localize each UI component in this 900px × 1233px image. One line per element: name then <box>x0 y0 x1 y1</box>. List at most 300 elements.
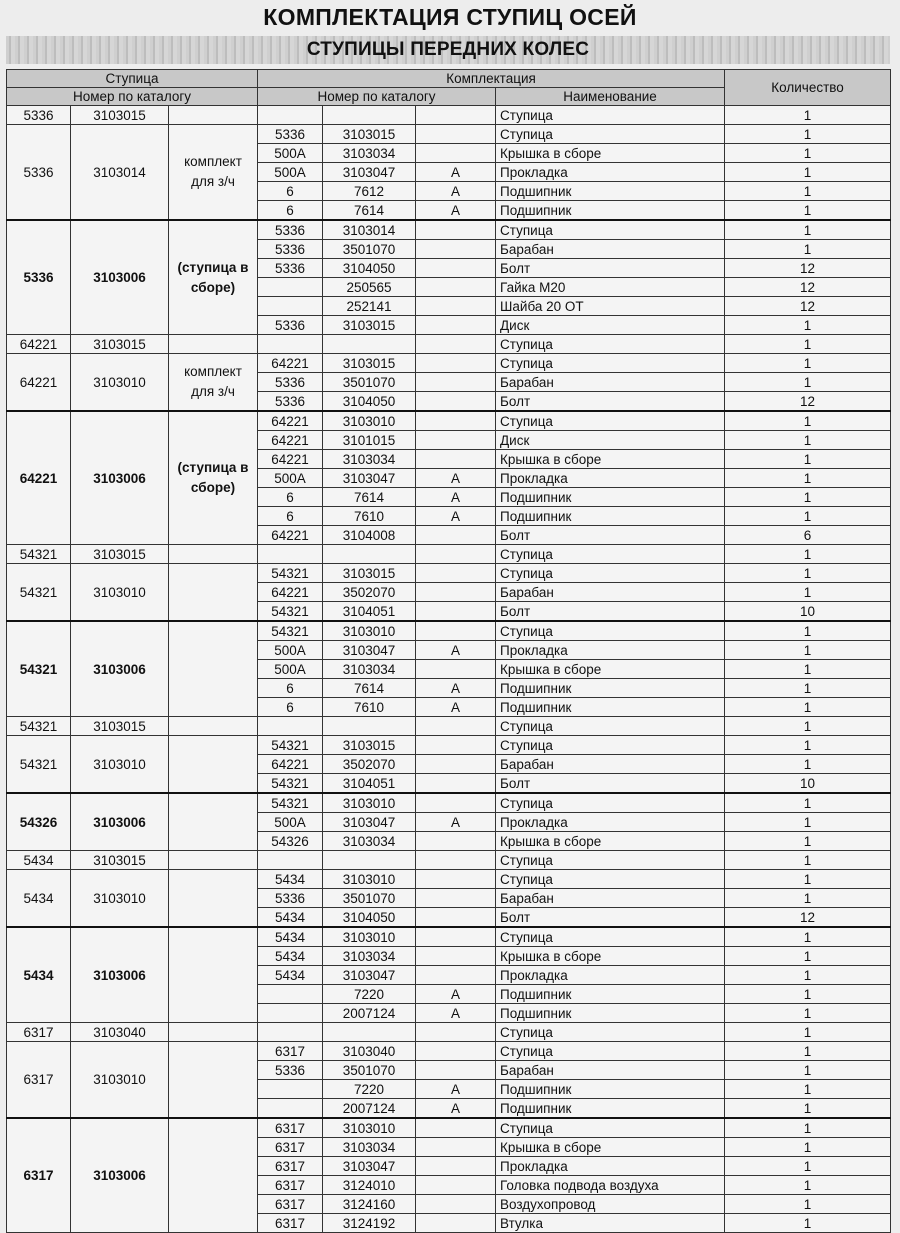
part-model <box>258 106 323 125</box>
header-name: Наименование <box>496 88 725 106</box>
part-number: 3103047 <box>323 163 416 182</box>
part-qty: 1 <box>725 1214 891 1233</box>
table-row <box>7 870 891 889</box>
hub-model: 5434 <box>7 870 71 928</box>
part-number: 3104051 <box>323 774 416 794</box>
part-model: 54321 <box>258 564 323 583</box>
hub-note <box>169 793 258 851</box>
part-suffix <box>416 144 496 163</box>
part-name: Прокладка <box>496 641 725 660</box>
part-name: Барабан <box>496 889 725 908</box>
hub-model: 6317 <box>7 1042 71 1119</box>
part-model: 5336 <box>258 392 323 412</box>
hub-model: 5336 <box>7 125 71 221</box>
part-qty: 1 <box>725 966 891 985</box>
part-model: 5434 <box>258 927 323 947</box>
part-qty: 1 <box>725 621 891 641</box>
part-number: 250565 <box>323 278 416 297</box>
part-number: 3103010 <box>323 411 416 431</box>
part-model: 5336 <box>258 220 323 240</box>
part-name: Болт <box>496 602 725 622</box>
part-suffix <box>416 908 496 928</box>
part-suffix <box>416 431 496 450</box>
part-name: Диск <box>496 431 725 450</box>
part-qty: 1 <box>725 431 891 450</box>
part-model: 64221 <box>258 354 323 373</box>
table-row <box>7 621 891 641</box>
part-qty: 1 <box>725 1195 891 1214</box>
part-number <box>323 335 416 354</box>
part-suffix <box>416 660 496 679</box>
hub-kit-table <box>6 69 891 1233</box>
part-name: Втулка <box>496 1214 725 1233</box>
part-number: 3103047 <box>323 469 416 488</box>
part-qty: 1 <box>725 335 891 354</box>
part-qty: 1 <box>725 698 891 717</box>
part-model: 6317 <box>258 1176 323 1195</box>
part-suffix <box>416 125 496 144</box>
part-model: 5434 <box>258 966 323 985</box>
part-name: Ступица <box>496 736 725 755</box>
part-qty: 1 <box>725 106 891 125</box>
part-name: Ступица <box>496 564 725 583</box>
hub-catalog-number: 3103006 <box>71 1118 169 1233</box>
part-suffix <box>416 106 496 125</box>
part-name: Болт <box>496 392 725 412</box>
hub-catalog-number: 3103015 <box>71 335 169 354</box>
table-row <box>7 1023 891 1042</box>
part-name: Прокладка <box>496 469 725 488</box>
part-qty: 1 <box>725 851 891 870</box>
part-name: Ступица <box>496 851 725 870</box>
part-qty: 6 <box>725 526 891 545</box>
part-model: 500А <box>258 163 323 182</box>
part-name: Ступица <box>496 1042 725 1061</box>
hub-note: (ступица в сборе) <box>169 220 258 335</box>
part-suffix: А <box>416 163 496 182</box>
part-name: Подшипник <box>496 488 725 507</box>
part-model: 6317 <box>258 1214 323 1233</box>
part-qty: 1 <box>725 755 891 774</box>
part-suffix: А <box>416 813 496 832</box>
part-number: 3104008 <box>323 526 416 545</box>
part-name: Шайба 20 ОТ <box>496 297 725 316</box>
part-model: 6317 <box>258 1042 323 1061</box>
hub-note <box>169 870 258 928</box>
table-row <box>7 793 891 813</box>
part-suffix <box>416 392 496 412</box>
page-subtitle: СТУПИЦЫ ПЕРЕДНИХ КОЛЕС <box>306 39 590 60</box>
table-row <box>7 851 891 870</box>
hub-catalog-number: 3103010 <box>71 736 169 794</box>
part-model: 54321 <box>258 793 323 813</box>
part-model: 64221 <box>258 755 323 774</box>
part-qty: 1 <box>725 1099 891 1119</box>
part-suffix <box>416 1214 496 1233</box>
part-suffix: А <box>416 1080 496 1099</box>
part-name: Барабан <box>496 373 725 392</box>
part-qty: 1 <box>725 144 891 163</box>
part-qty: 1 <box>725 220 891 240</box>
table-row <box>7 220 891 240</box>
header-hub: Ступица <box>7 70 258 88</box>
table-row <box>7 927 891 947</box>
hub-model: 54321 <box>7 717 71 736</box>
part-model <box>258 1023 323 1042</box>
part-name: Ступица <box>496 927 725 947</box>
hub-note <box>169 545 258 564</box>
part-number <box>323 545 416 564</box>
part-qty: 1 <box>725 1004 891 1023</box>
part-number: 3103010 <box>323 927 416 947</box>
part-number: 3104050 <box>323 259 416 278</box>
table-row <box>7 125 891 144</box>
hub-catalog-number: 3103015 <box>71 851 169 870</box>
part-model: 6 <box>258 201 323 221</box>
part-model: 5336 <box>258 125 323 144</box>
hub-note: комплект для з/ч <box>169 354 258 412</box>
table-row <box>7 564 891 583</box>
part-qty: 1 <box>725 583 891 602</box>
part-name: Барабан <box>496 583 725 602</box>
part-qty: 1 <box>725 373 891 392</box>
hub-catalog-number: 3103006 <box>71 621 169 717</box>
table-row <box>7 717 891 736</box>
part-model: 6317 <box>258 1118 323 1138</box>
part-number: 3103047 <box>323 641 416 660</box>
part-name: Ступица <box>496 335 725 354</box>
part-model: 54321 <box>258 774 323 794</box>
part-suffix <box>416 1138 496 1157</box>
part-suffix <box>416 1042 496 1061</box>
part-model <box>258 1080 323 1099</box>
part-model: 500А <box>258 641 323 660</box>
part-model: 64221 <box>258 431 323 450</box>
part-suffix <box>416 927 496 947</box>
hub-model: 6317 <box>7 1118 71 1233</box>
part-name: Ступица <box>496 793 725 813</box>
part-qty: 1 <box>725 488 891 507</box>
hub-note <box>169 106 258 125</box>
hub-note <box>169 1042 258 1119</box>
hub-note <box>169 564 258 622</box>
part-name: Крышка в сборе <box>496 144 725 163</box>
part-qty: 1 <box>725 1157 891 1176</box>
part-name: Ступица <box>496 106 725 125</box>
part-number: 3103015 <box>323 736 416 755</box>
hub-model: 64221 <box>7 335 71 354</box>
part-suffix <box>416 1176 496 1195</box>
part-number: 7612 <box>323 182 416 201</box>
table-row <box>7 545 891 564</box>
part-model <box>258 851 323 870</box>
part-model <box>258 717 323 736</box>
part-number: 3501070 <box>323 240 416 259</box>
part-suffix <box>416 602 496 622</box>
part-number: 3103015 <box>323 564 416 583</box>
part-qty: 1 <box>725 354 891 373</box>
hub-catalog-number: 3103010 <box>71 564 169 622</box>
hub-model: 64221 <box>7 411 71 545</box>
part-name: Подшипник <box>496 698 725 717</box>
hub-catalog-number: 3103006 <box>71 793 169 851</box>
part-number: 3103015 <box>323 316 416 335</box>
part-suffix: А <box>416 641 496 660</box>
part-qty: 1 <box>725 1042 891 1061</box>
hub-note: комплект для з/ч <box>169 125 258 221</box>
part-model <box>258 985 323 1004</box>
hub-model: 5336 <box>7 220 71 335</box>
hub-model: 5336 <box>7 106 71 125</box>
part-name: Ступица <box>496 1023 725 1042</box>
part-qty: 12 <box>725 297 891 316</box>
hub-note <box>169 927 258 1023</box>
part-model: 5336 <box>258 373 323 392</box>
part-model: 5336 <box>258 316 323 335</box>
hub-model: 6317 <box>7 1023 71 1042</box>
part-suffix <box>416 1157 496 1176</box>
part-number: 2007124 <box>323 1004 416 1023</box>
part-qty: 1 <box>725 870 891 889</box>
subtitle-band <box>6 36 890 64</box>
part-number: 3103010 <box>323 621 416 641</box>
part-model: 500А <box>258 660 323 679</box>
part-number: 3124192 <box>323 1214 416 1233</box>
part-suffix: А <box>416 985 496 1004</box>
table-row <box>7 1118 891 1138</box>
part-number: 3124010 <box>323 1176 416 1195</box>
part-name: Ступица <box>496 545 725 564</box>
part-name: Барабан <box>496 1061 725 1080</box>
part-qty: 1 <box>725 469 891 488</box>
part-suffix <box>416 335 496 354</box>
part-suffix <box>416 1118 496 1138</box>
part-suffix <box>416 526 496 545</box>
part-suffix <box>416 774 496 794</box>
part-name: Болт <box>496 774 725 794</box>
part-number: 3103034 <box>323 1138 416 1157</box>
hub-note <box>169 851 258 870</box>
part-number <box>323 106 416 125</box>
part-suffix <box>416 316 496 335</box>
part-number: 3103047 <box>323 966 416 985</box>
part-name: Ступица <box>496 717 725 736</box>
part-name: Подшипник <box>496 679 725 698</box>
hub-model: 5434 <box>7 851 71 870</box>
part-number: 3103040 <box>323 1042 416 1061</box>
table-row <box>7 106 891 125</box>
hub-model: 54326 <box>7 793 71 851</box>
hub-catalog-number: 3103014 <box>71 125 169 221</box>
table-row <box>7 354 891 373</box>
part-name: Подшипник <box>496 201 725 221</box>
part-name: Прокладка <box>496 1157 725 1176</box>
part-qty: 1 <box>725 1080 891 1099</box>
part-model: 500А <box>258 813 323 832</box>
part-number: 3103047 <box>323 1157 416 1176</box>
part-number: 3104050 <box>323 392 416 412</box>
part-name: Подшипник <box>496 182 725 201</box>
part-number: 3103047 <box>323 813 416 832</box>
part-name: Подшипник <box>496 1004 725 1023</box>
part-name: Подшипник <box>496 507 725 526</box>
part-model: 500А <box>258 144 323 163</box>
part-qty: 10 <box>725 774 891 794</box>
part-suffix <box>416 793 496 813</box>
part-suffix <box>416 545 496 564</box>
part-qty: 1 <box>725 1118 891 1138</box>
part-model: 54321 <box>258 736 323 755</box>
part-name: Подшипник <box>496 1080 725 1099</box>
part-qty: 1 <box>725 1061 891 1080</box>
part-number: 2007124 <box>323 1099 416 1119</box>
part-name: Воздухопровод <box>496 1195 725 1214</box>
hub-catalog-number: 3103010 <box>71 1042 169 1119</box>
part-model: 54321 <box>258 621 323 641</box>
part-suffix: А <box>416 507 496 526</box>
part-suffix: А <box>416 1004 496 1023</box>
hub-note <box>169 1118 258 1233</box>
table-header-row <box>7 70 891 88</box>
part-name: Головка подвода воздуха <box>496 1176 725 1195</box>
part-model: 6317 <box>258 1138 323 1157</box>
part-number: 3103015 <box>323 125 416 144</box>
part-qty: 1 <box>725 201 891 221</box>
part-name: Ступица <box>496 870 725 889</box>
part-number <box>323 717 416 736</box>
part-number: 3103034 <box>323 832 416 851</box>
part-number: 7610 <box>323 507 416 526</box>
part-qty: 12 <box>725 392 891 412</box>
part-model <box>258 1004 323 1023</box>
part-qty: 1 <box>725 927 891 947</box>
header-kit: Комплектация <box>258 70 725 88</box>
part-number: 3502070 <box>323 583 416 602</box>
part-model: 5336 <box>258 1061 323 1080</box>
hub-model: 54321 <box>7 564 71 622</box>
hub-model: 54321 <box>7 621 71 717</box>
part-name: Ступица <box>496 220 725 240</box>
part-qty: 1 <box>725 985 891 1004</box>
part-suffix <box>416 1061 496 1080</box>
part-suffix <box>416 411 496 431</box>
hub-catalog-number: 3103006 <box>71 927 169 1023</box>
part-number: 3124160 <box>323 1195 416 1214</box>
part-number: 3501070 <box>323 373 416 392</box>
part-model: 6317 <box>258 1157 323 1176</box>
part-number: 3103034 <box>323 450 416 469</box>
part-suffix <box>416 717 496 736</box>
part-name: Крышка в сборе <box>496 1138 725 1157</box>
header-kit-catalog: Номер по каталогу <box>258 88 496 106</box>
part-suffix <box>416 373 496 392</box>
hub-note <box>169 621 258 717</box>
part-number: 3103010 <box>323 870 416 889</box>
part-number: 3103014 <box>323 220 416 240</box>
part-suffix <box>416 736 496 755</box>
part-suffix <box>416 1023 496 1042</box>
part-suffix: А <box>416 488 496 507</box>
part-number: 3104050 <box>323 908 416 928</box>
part-suffix <box>416 947 496 966</box>
hub-catalog-number: 3103006 <box>71 220 169 335</box>
hub-note <box>169 335 258 354</box>
part-suffix <box>416 1195 496 1214</box>
part-name: Ступица <box>496 354 725 373</box>
part-name: Подшипник <box>496 985 725 1004</box>
part-suffix <box>416 450 496 469</box>
page-title: КОМПЛЕКТАЦИЯ СТУПИЦ ОСЕЙ <box>263 4 637 30</box>
part-qty: 1 <box>725 316 891 335</box>
hub-model: 54321 <box>7 545 71 564</box>
part-qty: 1 <box>725 411 891 431</box>
part-number: 3104051 <box>323 602 416 622</box>
part-qty: 1 <box>725 1023 891 1042</box>
part-qty: 1 <box>725 182 891 201</box>
header-qty: Количество <box>725 70 891 106</box>
part-model: 54321 <box>258 602 323 622</box>
part-model: 64221 <box>258 450 323 469</box>
hub-catalog-number: 3103015 <box>71 717 169 736</box>
part-suffix: А <box>416 1099 496 1119</box>
part-model <box>258 297 323 316</box>
part-number: 7220 <box>323 1080 416 1099</box>
header-hub-catalog: Номер по каталогу <box>7 88 258 106</box>
part-number: 3101015 <box>323 431 416 450</box>
part-model: 6317 <box>258 1195 323 1214</box>
hub-note: (ступица в сборе) <box>169 411 258 545</box>
part-number: 7614 <box>323 488 416 507</box>
hub-note <box>169 1023 258 1042</box>
part-suffix <box>416 851 496 870</box>
part-number: 3103034 <box>323 660 416 679</box>
hub-catalog-number: 3103006 <box>71 411 169 545</box>
part-name: Крышка в сборе <box>496 832 725 851</box>
part-name: Диск <box>496 316 725 335</box>
part-model: 64221 <box>258 583 323 602</box>
part-number <box>323 851 416 870</box>
hub-model: 54321 <box>7 736 71 794</box>
part-model: 5434 <box>258 947 323 966</box>
part-model: 64221 <box>258 526 323 545</box>
part-name: Барабан <box>496 240 725 259</box>
part-suffix <box>416 832 496 851</box>
hub-catalog-number: 3103015 <box>71 545 169 564</box>
part-qty: 1 <box>725 832 891 851</box>
part-qty: 10 <box>725 602 891 622</box>
table-row <box>7 736 891 755</box>
part-suffix <box>416 621 496 641</box>
part-name: Болт <box>496 526 725 545</box>
hub-note <box>169 736 258 794</box>
part-model: 5434 <box>258 870 323 889</box>
hub-catalog-number: 3103010 <box>71 354 169 412</box>
part-name: Барабан <box>496 755 725 774</box>
part-qty: 1 <box>725 947 891 966</box>
part-qty: 1 <box>725 641 891 660</box>
part-model: 54326 <box>258 832 323 851</box>
part-suffix: А <box>416 698 496 717</box>
part-qty: 1 <box>725 240 891 259</box>
part-qty: 1 <box>725 679 891 698</box>
part-number: 3501070 <box>323 889 416 908</box>
part-qty: 1 <box>725 507 891 526</box>
hub-note <box>169 717 258 736</box>
part-suffix: А <box>416 679 496 698</box>
part-model: 5336 <box>258 259 323 278</box>
part-name: Болт <box>496 259 725 278</box>
part-number: 3103015 <box>323 354 416 373</box>
